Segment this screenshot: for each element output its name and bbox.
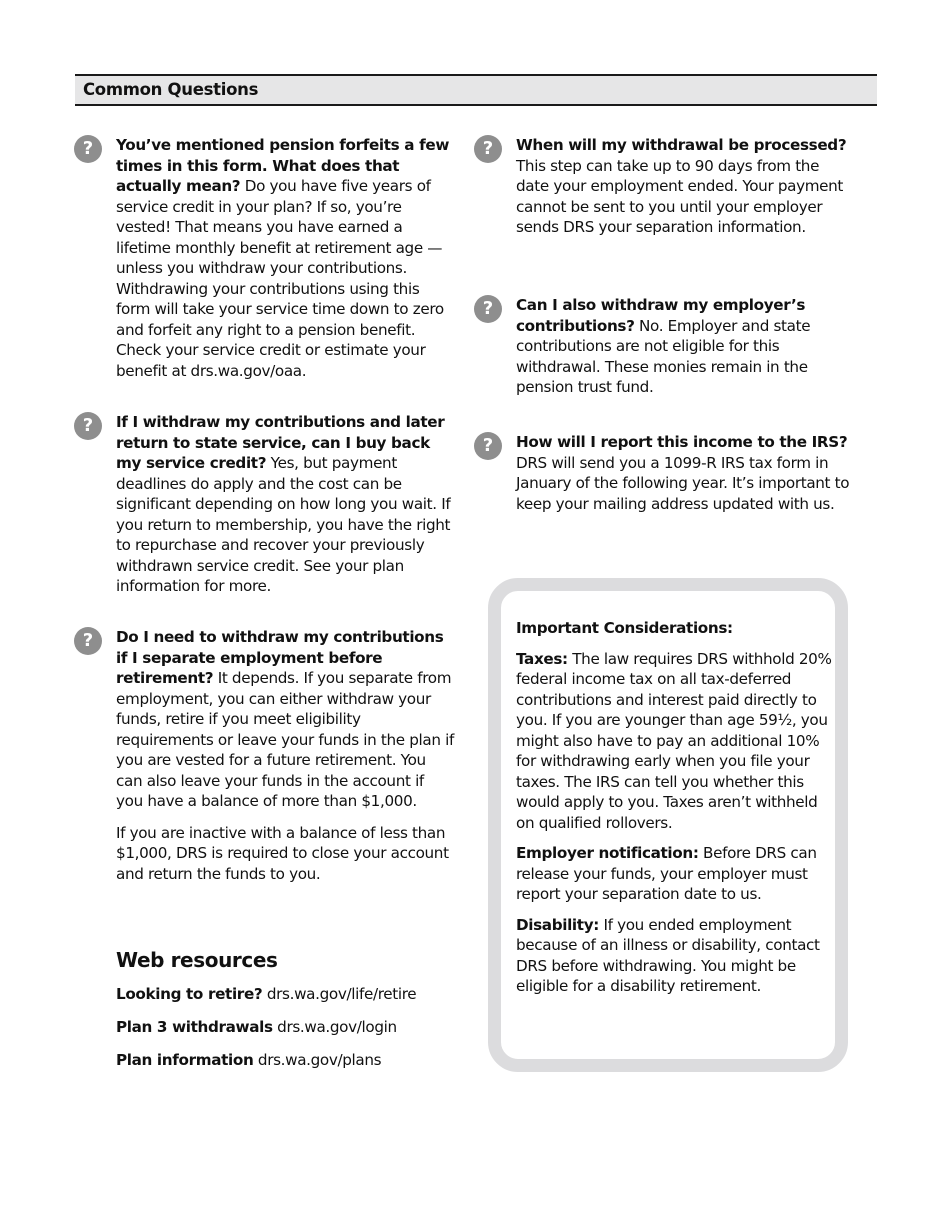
web-resource-plans: [116, 1050, 446, 1070]
faq-body: [116, 627, 454, 884]
considerations-title: Important Considerations:: [516, 619, 733, 637]
faq-body: [116, 412, 454, 597]
question-mark-icon: ?: [74, 412, 102, 440]
consideration-label: Taxes:: [516, 649, 568, 668]
faq-answer: Yes, but payment deadlines do apply and the cost can be significant depending on how long you wait. If you return to membership, you have the right to repurchase and recover your previously withdrawn service credit. See your plan information for more.: [116, 454, 451, 595]
considerations-content: [516, 618, 836, 997]
web-resource-withdrawals: [116, 1017, 446, 1037]
important-considerations-box: [488, 578, 848, 1072]
consideration-taxes: [516, 649, 836, 834]
faq-answer: No. Employer and state contributions are not eligible for this withdrawal. These monies remain in the pension trust fund.: [516, 316, 811, 396]
faq-question: When will my withdrawal be processed?: [516, 136, 847, 154]
consideration-text: Before DRS can release your funds, your employer must report your separation date to us.: [516, 844, 817, 903]
question-mark-icon: ?: [474, 432, 502, 460]
faq-answer: It depends. If you separate from employment, you can either withdraw your funds, retire if you meet eligibility requirements or leave your funds in the plan if you are vested for a future retirement. You can also leave your funds in the account if you have a balance of more than $1,000.: [116, 669, 454, 810]
faq-answer: DRS will send you a 1099-R IRS tax form in January of the following year. It’s important to keep your mailing address updated with us.: [516, 453, 850, 513]
faq-answer: This step can take up to 90 days from the date your employment ended. Your payment cannot be sent to you until your employer sends DRS your separation information.: [516, 156, 844, 236]
faq-question: How will I report this income to the IRS?: [516, 433, 848, 451]
faq-question: You’ve mentioned pension forfeits a few times in this form. What does that actually mean?: [116, 136, 450, 195]
web-resource-retire: [116, 984, 446, 1004]
web-resources: [116, 948, 446, 1083]
faq-question: Can I also withdraw my employer’s contributions?: [516, 296, 806, 335]
consideration-label: Disability:: [516, 915, 599, 934]
consideration-employer-notification: [516, 843, 836, 905]
consideration-text: The law requires DRS withhold 20% federal income tax on all tax-deferred contributions and interest paid directly to you. If you are younger than age 59½, you might also have to pay an additional 10% for withdrawing early when you file your taxes. The IRS can tell you whether this would apply to you. Taxes aren’t withheld on qualified rollovers.: [516, 649, 832, 832]
faq-extra-paragraph: If you are inactive with a balance of less than $1,000, DRS is required to close your account and return the funds to you.: [116, 823, 449, 883]
web-resource-label: Plan 3 withdrawals: [116, 1018, 273, 1036]
faq-body: [516, 295, 851, 398]
web-resource-link[interactable]: drs.wa.gov/plans: [253, 1051, 382, 1069]
faq-body: [116, 135, 454, 381]
faq-body: [516, 432, 851, 514]
web-resources-title: Web resources: [116, 948, 278, 972]
consideration-label: Employer notification:: [516, 844, 699, 862]
faq-question: Do I need to withdraw my contributions if I separate employment before retirement?: [116, 628, 444, 687]
question-mark-icon: ?: [74, 135, 102, 163]
consideration-text: If you ended employment because of an illness or disability, contact DRS before withdrawing. You might be eligible for a disability retirement.: [516, 915, 820, 995]
web-resource-label: Looking to retire?: [116, 985, 263, 1003]
web-resource-label: Plan information: [116, 1051, 254, 1069]
faq-question: If I withdraw my contributions and later return to state service, can I buy back my service credit?: [116, 413, 445, 472]
section-header: [75, 74, 877, 106]
section-title: Common Questions: [83, 80, 259, 99]
question-mark-icon: ?: [74, 627, 102, 655]
consideration-disability: [516, 915, 836, 997]
web-resource-link[interactable]: drs.wa.gov/life/retire: [262, 985, 417, 1003]
web-resource-link[interactable]: drs.wa.gov/login: [272, 1018, 397, 1036]
question-mark-icon: ?: [474, 135, 502, 163]
faq-body: [516, 135, 851, 238]
question-mark-icon: ?: [474, 295, 502, 323]
faq-answer: Do you have five years of service credit in your plan? If so, you’re vested! That means you have earned a lifetime monthly benefit at retirement age — unless you withdraw your contributions. Withdrawing your contributions using this form will take your service time down to zero and forfeit any right to a pension benefit. Check your service credit or estimate your benefit at drs.wa.gov/oaa.: [116, 177, 444, 380]
